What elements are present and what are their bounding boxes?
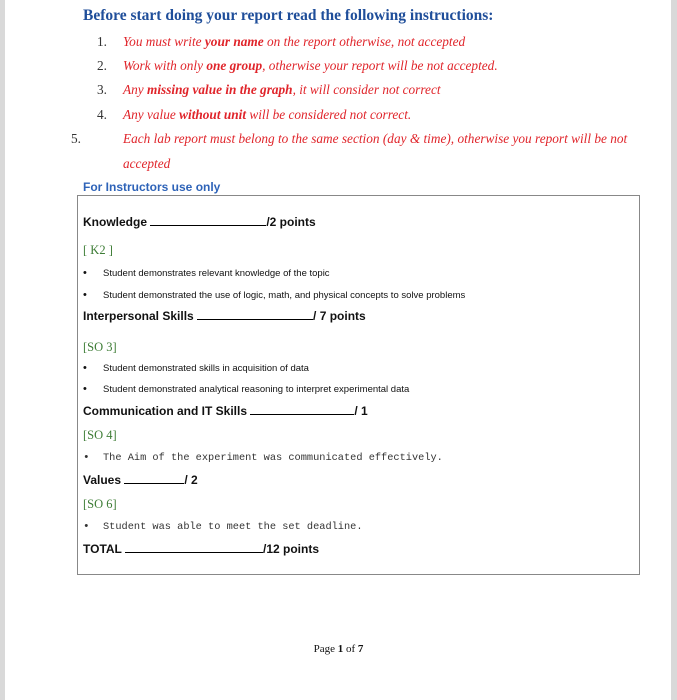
instructions-heading: Before start doing your report read the following instructions: [83, 7, 494, 24]
values-row: Values / 2 [83, 473, 198, 487]
instructors-use-label: For Instructors use only [83, 180, 221, 194]
communication-row: Communication and IT Skills / 1 [83, 404, 368, 418]
bullet-item: • Student was able to meet the set deadline. [83, 521, 363, 533]
code-so6: [SO 6] [83, 497, 117, 511]
page-right-edge [671, 0, 677, 700]
code-k2: [ K2 ] [83, 243, 113, 257]
instruction-4: 4. Any value without unit will be considered not correct. [97, 107, 412, 122]
bullet-item: • The Aim of the experiment was communicated effectively. [83, 452, 443, 464]
bullet-item: • Student demonstrated skills in acquisition of data [83, 362, 309, 374]
bullet-item: • Student demonstrated the use of logic, math, and physical concepts to solve problems [83, 289, 466, 301]
page-number: Page 1 of 7 [313, 643, 364, 655]
interpersonal-blank [197, 309, 313, 320]
code-so4: [SO 4] [83, 428, 117, 442]
bullet-item: • Student demonstrates relevant knowledge of the topic [83, 267, 330, 279]
instruction-2: 2. Work with only one group, otherwise your report will be not accepted. [97, 58, 498, 73]
knowledge-row: Knowledge /2 points [83, 215, 316, 229]
total-row: TOTAL /12 points [83, 542, 320, 556]
bullet-item: • Student demonstrated analytical reasoning to interpret experimental data [83, 383, 410, 395]
values-blank [124, 473, 184, 484]
page-left-edge [0, 0, 5, 700]
communication-blank [250, 404, 354, 415]
instruction-1: 1. You must write your name on the report otherwise, not accepted [97, 34, 466, 49]
code-so3: [SO 3] [83, 340, 117, 354]
interpersonal-row: Interpersonal Skills / 7 points [83, 309, 366, 323]
instruction-3: 3. Any missing value in the graph, it will consider not correct [97, 82, 441, 97]
total-blank [125, 542, 263, 553]
knowledge-blank [150, 215, 266, 226]
instruction-5: 5. Each lab report must belong to the same section (day & time), otherwise you report will be not accepted [71, 131, 628, 171]
